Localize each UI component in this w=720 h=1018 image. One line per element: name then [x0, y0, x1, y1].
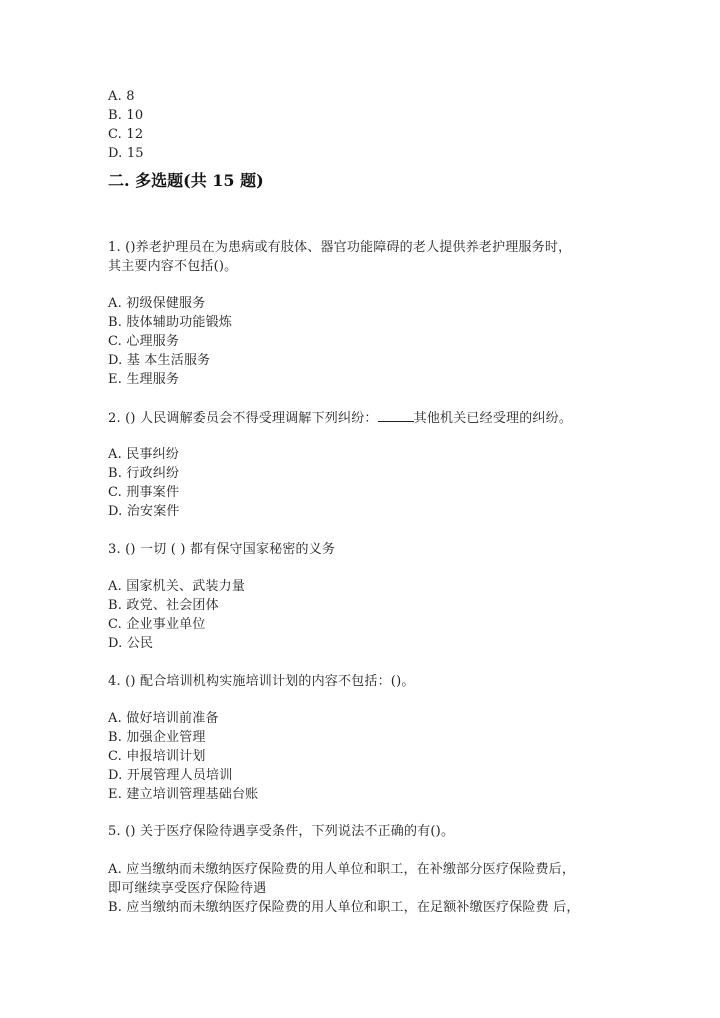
prev-option-c: C. 12	[108, 127, 144, 142]
q5-option-b-line-1: B. 应当缴纳而未缴纳医疗保险费的用人单位和职工，在足额补缴医疗保险费 后，	[108, 900, 580, 915]
q4-stem: 4. () 配合培训机构实施培训计划的内容不包括：()。	[108, 674, 415, 689]
q1-option-a: A. 初级保健服务	[108, 296, 206, 311]
q1-option-e: E. 生理服务	[108, 372, 180, 387]
section-heading: 二. 多选题(共 15 题)	[108, 171, 264, 190]
q1-option-d: D. 基 本生活服务	[108, 353, 211, 368]
q2-option-c: C. 刑事案件	[108, 485, 180, 500]
q2-option-d: D. 治安案件	[108, 504, 180, 519]
q3-option-a: A. 国家机关、武装力量	[108, 579, 246, 594]
q1-option-c: C. 心理服务	[108, 334, 180, 349]
q3-option-b: B. 政党、社会团体	[108, 598, 219, 613]
q3-stem: 3. () 一切 ( ) 都有保守国家秘密的义务	[108, 542, 336, 557]
prev-option-a: A. 8	[108, 89, 135, 104]
q4-option-c: C. 申报培训计划	[108, 749, 206, 764]
q5-option-a-line-1: A. 应当缴纳而未缴纳医疗保险费的用人单位和职工，在补缴部分医疗保险费后，	[108, 862, 576, 877]
q2-blank-line	[378, 408, 414, 422]
q2-stem-after: 其他机关已经受理的纠纷。	[413, 411, 573, 426]
q1-stem-line-1: 1. ()养老护理员在为患病或有肢体、器官功能障碍的老人提供养老护理服务时，	[108, 240, 572, 255]
q4-option-d: D. 开展管理人员培训	[108, 768, 233, 783]
q2-option-b: B. 行政纠纷	[108, 466, 180, 481]
q3-option-d: D. 公民	[108, 636, 154, 651]
q5-stem: 5. () 关于医疗保险待遇享受条件，下列说法不正确的有()。	[108, 824, 455, 839]
prev-option-b: B. 10	[108, 108, 144, 123]
q1-option-b: B. 肢体辅助功能锻炼	[108, 315, 233, 330]
q4-option-e: E. 建立培训管理基础台账	[108, 787, 259, 802]
q2-stem-before: 2. () 人民调解委员会不得受理调解下列纠纷：	[108, 411, 378, 426]
q2-option-a: A. 民事纠纷	[108, 447, 180, 462]
q1-stem-line-2: 其主要内容不包括()。	[108, 259, 238, 274]
q4-option-a: A. 做好培训前准备	[108, 711, 219, 726]
q4-option-b: B. 加强企业管理	[108, 730, 206, 745]
q2-stem	[108, 408, 572, 428]
q3-option-c: C. 企业事业单位	[108, 617, 206, 632]
prev-option-d: D. 15	[108, 146, 144, 161]
q5-option-a-line-2: 即可继续享受医疗保险待遇	[108, 881, 267, 896]
